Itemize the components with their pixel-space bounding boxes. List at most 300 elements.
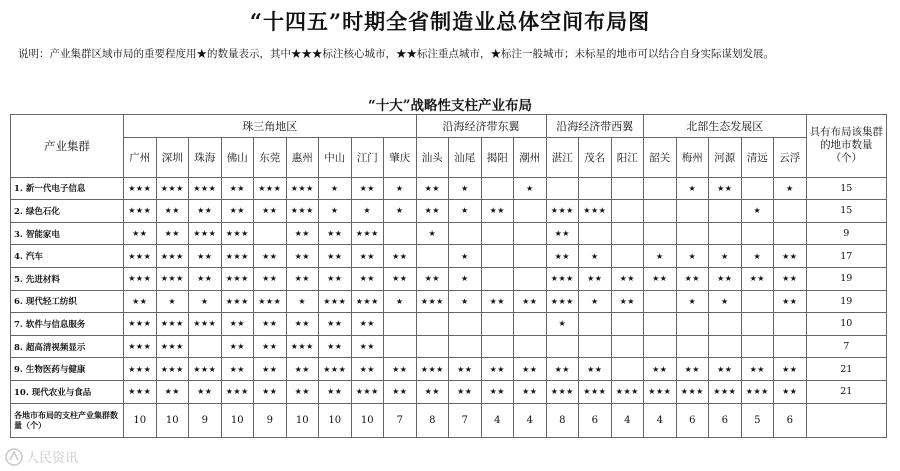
city-count-cell: 9: [806, 222, 887, 245]
star-rating-cell: ★★: [189, 267, 222, 290]
star-rating-cell: ★★: [156, 200, 189, 223]
star-rating-cell: [481, 313, 514, 336]
star-rating-cell: [709, 222, 742, 245]
star-rating-cell: ★★★: [189, 313, 222, 336]
star-rating-cell: [384, 335, 417, 358]
table-row: [11, 245, 887, 268]
star-rating-cell: [611, 200, 644, 223]
star-rating-cell: ★★★: [156, 267, 189, 290]
star-rating-cell: ★★★: [124, 380, 157, 403]
region-header: 北部生态发展区: [644, 115, 807, 138]
star-rating-cell: [676, 200, 709, 223]
star-rating-cell: ★★: [384, 358, 417, 381]
cluster-label: 4. 汽车: [11, 245, 124, 268]
star-rating-cell: ★★: [481, 358, 514, 381]
star-rating-cell: [644, 177, 677, 200]
total-value-cell: 6: [774, 403, 807, 437]
star-rating-cell: ★★: [319, 380, 352, 403]
total-value-cell: 10: [156, 403, 189, 437]
star-rating-cell: ★★★: [156, 335, 189, 358]
star-rating-cell: ★★: [774, 358, 807, 381]
star-rating-cell: ★★★: [319, 358, 352, 381]
cluster-label: 8. 超高清视频显示: [11, 335, 124, 358]
city-header: 东莞: [254, 137, 287, 177]
city-header: 河源: [709, 137, 742, 177]
star-rating-cell: ★★: [319, 335, 352, 358]
star-rating-cell: [481, 267, 514, 290]
star-rating-cell: ★★★: [319, 290, 352, 313]
star-rating-cell: ★: [319, 200, 352, 223]
cluster-label: 5. 先进材料: [11, 267, 124, 290]
total-value-cell: 4: [481, 403, 514, 437]
star-rating-cell: ★★: [124, 290, 157, 313]
star-rating-cell: ★: [709, 290, 742, 313]
star-rating-cell: ★★: [221, 358, 254, 381]
star-rating-cell: [514, 245, 547, 268]
star-rating-cell: ★★: [774, 245, 807, 268]
total-value-cell: 9: [189, 403, 222, 437]
star-rating-cell: [514, 313, 547, 336]
star-rating-cell: [189, 335, 222, 358]
star-rating-cell: ★★: [416, 177, 449, 200]
star-rating-cell: [644, 335, 677, 358]
star-rating-cell: ★: [741, 245, 774, 268]
star-rating-cell: [741, 177, 774, 200]
star-rating-cell: [416, 335, 449, 358]
total-row: [11, 403, 887, 437]
star-rating-cell: ★★★: [286, 177, 319, 200]
star-rating-cell: ★★★: [221, 290, 254, 313]
city-header: 汕头: [416, 137, 449, 177]
star-rating-cell: ★★: [774, 290, 807, 313]
star-rating-cell: ★★★: [221, 380, 254, 403]
star-rating-cell: ★: [384, 200, 417, 223]
star-rating-cell: ★★: [416, 200, 449, 223]
star-rating-cell: ★: [416, 222, 449, 245]
star-rating-cell: ★★★: [546, 290, 579, 313]
total-value-cell: 6: [579, 403, 612, 437]
table-row: [11, 335, 887, 358]
star-rating-cell: ★★: [286, 313, 319, 336]
city-count-cell: 17: [806, 245, 887, 268]
city-header: 云浮: [774, 137, 807, 177]
star-rating-cell: ★★★: [611, 380, 644, 403]
cluster-label: 2. 绿色石化: [11, 200, 124, 223]
star-rating-cell: ★★★: [286, 200, 319, 223]
star-rating-cell: ★★: [481, 290, 514, 313]
star-rating-cell: ★★: [546, 245, 579, 268]
region-header: 沿海经济带西翼: [546, 115, 644, 138]
city-count-cell: 21: [806, 380, 887, 403]
city-header: 清远: [741, 137, 774, 177]
star-rating-cell: ★: [644, 245, 677, 268]
star-rating-cell: ★★: [286, 222, 319, 245]
star-rating-cell: ★★: [676, 267, 709, 290]
star-rating-cell: ★★: [254, 380, 287, 403]
total-value-cell: 7: [449, 403, 482, 437]
star-rating-cell: ★★: [156, 380, 189, 403]
star-rating-cell: [774, 200, 807, 223]
legend-note: 说明：产业集群区域市局的重要程度用★的数量表示，其中★★★标注核心城市，★★标注重点城市，★标注一般城市；未标星的地市可以结合自身实际谋划发展。: [18, 48, 774, 60]
star-rating-cell: ★★: [124, 222, 157, 245]
star-rating-cell: [449, 313, 482, 336]
star-rating-cell: ★★★: [221, 245, 254, 268]
star-rating-cell: [579, 177, 612, 200]
star-rating-cell: ★★: [221, 313, 254, 336]
table-title: “十大”战略性支柱产业布局: [367, 98, 533, 114]
city-header: 佛山: [221, 137, 254, 177]
star-rating-cell: ★: [286, 290, 319, 313]
star-rating-cell: ★: [676, 245, 709, 268]
star-rating-cell: ★★: [156, 222, 189, 245]
star-rating-cell: ★★★: [156, 245, 189, 268]
cluster-label: 1. 新一代电子信息: [11, 177, 124, 200]
star-rating-cell: ★★★: [254, 177, 287, 200]
total-value-cell: 4: [514, 403, 547, 437]
total-value-cell: 6: [676, 403, 709, 437]
star-rating-cell: ★★★: [416, 290, 449, 313]
city-header: 阳江: [611, 137, 644, 177]
table-body: [11, 177, 887, 437]
star-rating-cell: ★★: [351, 313, 384, 336]
star-rating-cell: ★★: [286, 358, 319, 381]
star-rating-cell: ★: [676, 290, 709, 313]
star-rating-cell: [481, 177, 514, 200]
city-header: 中山: [319, 137, 352, 177]
table-row: [11, 380, 887, 403]
city-count-cell: 19: [806, 290, 887, 313]
star-rating-cell: ★★: [254, 245, 287, 268]
star-rating-cell: [709, 335, 742, 358]
star-rating-cell: ★★: [514, 358, 547, 381]
total-value-cell: 4: [644, 403, 677, 437]
star-rating-cell: ★★★: [124, 245, 157, 268]
watermark-logo: [4, 446, 124, 468]
city-count-cell: 21: [806, 358, 887, 381]
city-header: 茂名: [579, 137, 612, 177]
star-rating-cell: ★★: [319, 313, 352, 336]
industry-layout-table: [10, 114, 887, 438]
star-rating-cell: ★★: [319, 245, 352, 268]
star-rating-cell: ★: [449, 290, 482, 313]
total-value-cell: 8: [546, 403, 579, 437]
region-header-row: [11, 115, 887, 138]
star-rating-cell: ★★★: [124, 335, 157, 358]
star-rating-cell: ★★: [351, 245, 384, 268]
star-rating-cell: [481, 245, 514, 268]
cluster-label: 6. 现代轻工纺织: [11, 290, 124, 313]
cluster-label: 9. 生物医药与健康: [11, 358, 124, 381]
city-header: 肇庆: [384, 137, 417, 177]
star-rating-cell: [774, 335, 807, 358]
total-value-cell: 9: [254, 403, 287, 437]
star-rating-cell: ★★★: [351, 380, 384, 403]
city-header: 惠州: [286, 137, 319, 177]
star-rating-cell: ★★: [676, 358, 709, 381]
star-rating-cell: ★★: [221, 200, 254, 223]
star-rating-cell: [579, 335, 612, 358]
star-rating-cell: ★★★: [351, 290, 384, 313]
city-count-cell: 15: [806, 200, 887, 223]
total-value-cell: 7: [384, 403, 417, 437]
star-rating-cell: ★★★: [156, 358, 189, 381]
total-value-cell: 10: [124, 403, 157, 437]
star-rating-cell: ★: [676, 177, 709, 200]
star-rating-cell: ★★: [611, 290, 644, 313]
star-rating-cell: ★★★: [676, 380, 709, 403]
star-rating-cell: ★★★: [546, 200, 579, 223]
total-row-label: 各地市布局的支柱产业集群数量（个）: [11, 403, 124, 437]
star-rating-cell: [254, 222, 287, 245]
city-header: 汕尾: [449, 137, 482, 177]
star-rating-cell: [579, 222, 612, 245]
total-value-cell: 10: [319, 403, 352, 437]
star-rating-cell: [611, 222, 644, 245]
star-rating-cell: ★★★: [351, 222, 384, 245]
total-value-cell: 8: [416, 403, 449, 437]
star-rating-cell: ★★: [384, 245, 417, 268]
star-rating-cell: ★: [384, 177, 417, 200]
table-row: [11, 290, 887, 313]
star-rating-cell: ★★: [286, 245, 319, 268]
star-rating-cell: ★★★: [741, 380, 774, 403]
star-rating-cell: ★★★: [124, 313, 157, 336]
region-header: 珠三角地区: [124, 115, 417, 138]
cluster-label: 3. 智能家电: [11, 222, 124, 245]
star-rating-cell: ★: [579, 245, 612, 268]
star-rating-cell: ★★★: [286, 335, 319, 358]
star-rating-cell: ★: [449, 267, 482, 290]
city-header: 梅州: [676, 137, 709, 177]
city-header: 广州: [124, 137, 157, 177]
star-rating-cell: ★★★: [124, 267, 157, 290]
total-value-cell: 10: [286, 403, 319, 437]
star-rating-cell: ★★: [351, 358, 384, 381]
star-rating-cell: ★★: [579, 267, 612, 290]
star-rating-cell: ★★★: [546, 380, 579, 403]
star-rating-cell: [709, 313, 742, 336]
star-rating-cell: ★★: [189, 200, 222, 223]
star-rating-cell: [579, 313, 612, 336]
star-rating-cell: [611, 358, 644, 381]
star-rating-cell: ★★: [286, 380, 319, 403]
star-rating-cell: [514, 222, 547, 245]
star-rating-cell: [741, 290, 774, 313]
star-rating-cell: [384, 222, 417, 245]
star-rating-cell: [546, 335, 579, 358]
star-rating-cell: [416, 245, 449, 268]
page-title: “十四五”时期全省制造业总体空间布局图: [249, 9, 651, 34]
region-header: 沿海经济带东翼: [416, 115, 546, 138]
star-rating-cell: [774, 222, 807, 245]
star-rating-cell: [449, 222, 482, 245]
star-rating-cell: ★★★: [156, 177, 189, 200]
cluster-label: 7. 软件与信息服务: [11, 313, 124, 336]
star-rating-cell: [449, 335, 482, 358]
star-rating-cell: ★★: [416, 267, 449, 290]
svg-text:人民资讯: 人民资讯: [26, 451, 79, 466]
star-rating-cell: [676, 335, 709, 358]
star-rating-cell: [416, 313, 449, 336]
star-rating-cell: [741, 222, 774, 245]
star-rating-cell: ★: [449, 245, 482, 268]
table-row: [11, 358, 887, 381]
city-header: 深圳: [156, 137, 189, 177]
star-rating-cell: ★★: [709, 267, 742, 290]
star-rating-cell: ★★: [416, 380, 449, 403]
star-rating-cell: ★★: [741, 267, 774, 290]
star-rating-cell: ★★: [449, 380, 482, 403]
total-value-cell: 4: [611, 403, 644, 437]
star-rating-cell: ★★★: [709, 380, 742, 403]
star-rating-cell: ★★★: [644, 380, 677, 403]
star-rating-cell: ★★: [189, 380, 222, 403]
star-rating-cell: ★: [384, 290, 417, 313]
star-rating-cell: ★: [449, 200, 482, 223]
star-rating-cell: ★: [774, 177, 807, 200]
star-rating-cell: ★★★: [189, 358, 222, 381]
star-rating-cell: ★: [189, 290, 222, 313]
star-rating-cell: [384, 313, 417, 336]
star-rating-cell: ★★: [351, 177, 384, 200]
table-row: [11, 200, 887, 223]
city-header: 珠海: [189, 137, 222, 177]
star-rating-cell: ★: [351, 200, 384, 223]
star-rating-cell: ★★★: [124, 177, 157, 200]
star-rating-cell: [481, 335, 514, 358]
star-rating-cell: ★★★: [124, 358, 157, 381]
star-rating-cell: ★★: [221, 177, 254, 200]
star-rating-cell: ★★: [286, 267, 319, 290]
star-rating-cell: ★★: [351, 267, 384, 290]
star-rating-cell: ★★: [319, 267, 352, 290]
cluster-column-header: 产业集群: [11, 115, 124, 178]
star-rating-cell: ★★★: [254, 290, 287, 313]
table-row: [11, 222, 887, 245]
star-rating-cell: ★: [709, 245, 742, 268]
city-header: 江门: [351, 137, 384, 177]
star-rating-cell: ★★: [774, 267, 807, 290]
total-value-cell: 6: [709, 403, 742, 437]
table-row: [11, 267, 887, 290]
star-rating-cell: [676, 313, 709, 336]
star-rating-cell: [611, 335, 644, 358]
star-rating-cell: ★★: [254, 358, 287, 381]
star-rating-cell: ★★: [579, 358, 612, 381]
star-rating-cell: ★★: [709, 177, 742, 200]
star-rating-cell: ★★★: [189, 222, 222, 245]
star-rating-cell: ★★: [221, 335, 254, 358]
star-rating-cell: ★★: [546, 358, 579, 381]
star-rating-cell: ★: [514, 177, 547, 200]
star-rating-cell: ★★: [709, 358, 742, 381]
star-rating-cell: [611, 313, 644, 336]
star-rating-cell: ★★: [741, 358, 774, 381]
city-header: 韶关: [644, 137, 677, 177]
star-rating-cell: [611, 177, 644, 200]
star-rating-cell: ★: [741, 200, 774, 223]
star-rating-cell: ★: [546, 313, 579, 336]
star-rating-cell: ★★: [189, 245, 222, 268]
star-rating-cell: ★★★: [579, 380, 612, 403]
city-count-cell: 10: [806, 313, 887, 336]
star-rating-cell: ★★: [611, 267, 644, 290]
star-rating-cell: [481, 222, 514, 245]
star-rating-cell: ★★★: [221, 222, 254, 245]
total-value-cell: 5: [741, 403, 774, 437]
star-rating-cell: ★★★: [189, 177, 222, 200]
star-rating-cell: ★★: [546, 222, 579, 245]
star-rating-cell: ★★: [384, 267, 417, 290]
star-rating-cell: [546, 177, 579, 200]
star-rating-cell: ★★: [774, 380, 807, 403]
star-rating-cell: [514, 267, 547, 290]
star-rating-cell: ★★★: [416, 358, 449, 381]
star-rating-cell: ★★: [254, 313, 287, 336]
star-rating-cell: ★★★: [546, 267, 579, 290]
star-rating-cell: [676, 222, 709, 245]
star-rating-cell: [774, 313, 807, 336]
star-rating-cell: [611, 245, 644, 268]
star-rating-cell: [709, 200, 742, 223]
city-count-cell: 7: [806, 335, 887, 358]
count-column-header: 具有布局该集群的地市数量（个）: [806, 115, 887, 178]
city-header: 揭阳: [481, 137, 514, 177]
table-row: [11, 313, 887, 336]
star-rating-cell: ★: [449, 177, 482, 200]
city-header: 潮州: [514, 137, 547, 177]
total-blank-cell: [806, 403, 887, 437]
star-rating-cell: [644, 313, 677, 336]
city-count-cell: 19: [806, 267, 887, 290]
star-rating-cell: ★★★: [221, 267, 254, 290]
star-rating-cell: [644, 200, 677, 223]
star-rating-cell: ★: [579, 290, 612, 313]
star-rating-cell: ★★★: [124, 200, 157, 223]
star-rating-cell: ★★: [319, 222, 352, 245]
star-rating-cell: ★★: [351, 335, 384, 358]
star-rating-cell: ★★: [254, 200, 287, 223]
star-rating-cell: [514, 200, 547, 223]
cluster-label: 10. 现代农业与食品: [11, 380, 124, 403]
star-rating-cell: [741, 335, 774, 358]
star-rating-cell: ★★: [481, 380, 514, 403]
total-value-cell: 10: [221, 403, 254, 437]
city-header: 湛江: [546, 137, 579, 177]
table-row: [11, 177, 887, 200]
star-rating-cell: ★★: [514, 380, 547, 403]
total-value-cell: 10: [351, 403, 384, 437]
star-rating-cell: ★★: [644, 358, 677, 381]
star-rating-cell: ★★★: [579, 200, 612, 223]
city-header-row: [11, 137, 887, 177]
star-rating-cell: [741, 313, 774, 336]
star-rating-cell: ★★: [644, 267, 677, 290]
star-rating-cell: [514, 335, 547, 358]
star-rating-cell: ★★: [449, 358, 482, 381]
star-rating-cell: ★: [319, 177, 352, 200]
star-rating-cell: ★★★: [156, 313, 189, 336]
star-rating-cell: ★★: [254, 335, 287, 358]
star-rating-cell: ★★: [514, 290, 547, 313]
star-rating-cell: ★★: [481, 200, 514, 223]
star-rating-cell: [644, 222, 677, 245]
star-rating-cell: ★★: [384, 380, 417, 403]
star-rating-cell: ★: [156, 290, 189, 313]
star-rating-cell: ★★: [254, 267, 287, 290]
city-count-cell: 15: [806, 177, 887, 200]
star-rating-cell: [644, 290, 677, 313]
